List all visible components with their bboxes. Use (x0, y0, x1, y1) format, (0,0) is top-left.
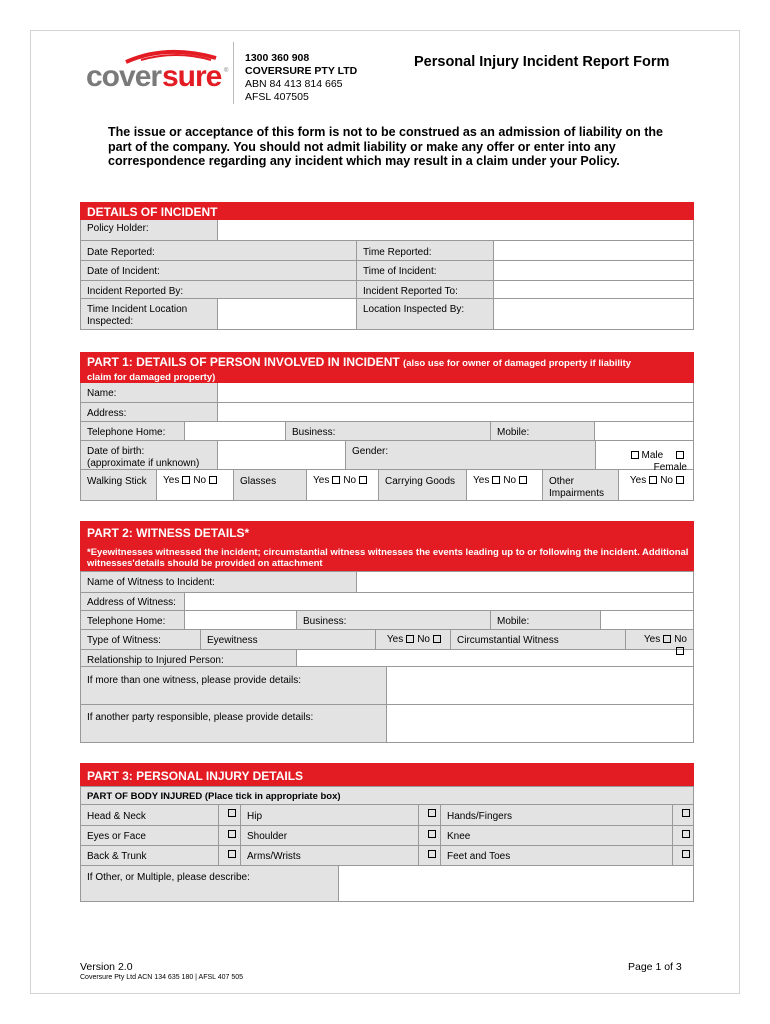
p1-mobile-label: Mobile: (491, 422, 595, 440)
body-row-1 (80, 805, 694, 826)
eyewitness-yes-checkbox[interactable] (406, 635, 414, 643)
p1-business-label: Business: (286, 422, 491, 440)
eyewitness-no-checkbox[interactable] (433, 635, 441, 643)
glasses-yes-checkbox[interactable] (332, 476, 340, 484)
incident-header: DETAILS OF INCIDENT (80, 202, 694, 220)
witness-type-row (80, 630, 694, 650)
knee-checkbox[interactable] (682, 830, 690, 838)
back-checkbox[interactable] (228, 850, 236, 858)
back-checkbox-cell (219, 846, 241, 865)
knee-label: Knee (441, 826, 673, 845)
arms-checkbox[interactable] (428, 850, 436, 858)
head-label: Head & Neck (81, 805, 219, 825)
company-name: COVERSURE PTY LTD (245, 65, 358, 77)
part1-header (80, 352, 694, 383)
inspected-row (80, 299, 694, 330)
p1-gender-options (596, 441, 693, 473)
afsl: AFSL 407505 (245, 91, 309, 103)
back-label: Back & Trunk (81, 846, 219, 865)
part3-sub: PART OF BODY INJURED (Place tick in appropriate box) (87, 791, 341, 802)
inspected-by-field[interactable] (494, 299, 693, 329)
witness-address-row (80, 593, 694, 611)
logo-text: coversure (86, 97, 91, 98)
part1-title: PART 1: DETAILS OF PERSON INVOLVED IN INCIDENT (87, 355, 400, 369)
inspected-by-label: Location Inspected By: (357, 299, 494, 329)
policy-holder-row (80, 220, 694, 241)
part2-header: PART 2: WITNESS DETAILS* (80, 521, 694, 543)
other-impairments-no-checkbox[interactable] (676, 476, 684, 484)
svg-text:cover: cover (86, 60, 162, 93)
yes-label: Yes (313, 475, 330, 486)
circumstantial-options (626, 630, 693, 649)
time-inspected-label: Time Incident Location Inspected: (81, 299, 218, 329)
no-label: No (660, 475, 673, 486)
more-witness-row (80, 667, 694, 705)
witness-phone-row (80, 611, 694, 630)
p1-phone-row (80, 422, 694, 441)
p1-address-row (80, 403, 694, 422)
coversure-logo (86, 48, 236, 98)
part1-note2: claim for damaged property) (87, 372, 216, 383)
eyes-checkbox[interactable] (228, 830, 236, 838)
p1-address-label: Address: (81, 403, 218, 421)
reported-by-label: Incident Reported By: (81, 281, 357, 298)
part2-note: *Eyewitnesses witnessed the incident; circumstantial witness witnesses the events leading up to or following the incident. Additional witnesses'details should be provided on attachment (80, 543, 694, 571)
witness-address-label: Address of Witness: (81, 593, 185, 610)
carrying-goods-options (467, 470, 543, 500)
glasses-no-checkbox[interactable] (359, 476, 367, 484)
footer-version: Version 2.0 (80, 961, 133, 973)
p1-name-row (80, 383, 694, 403)
shoulder-checkbox[interactable] (428, 830, 436, 838)
walking-stick-yes-checkbox[interactable] (182, 476, 190, 484)
disclaimer: The issue or acceptance of this form is not to be construed as an admission of liability on the part of the company. You should not admit liability or make any offer or enter into any correspondence regarding any incident which may result in a claim under your Policy. (108, 125, 663, 168)
abn: ABN 84 413 814 665 (245, 78, 343, 90)
date-reported-label: Date Reported: (81, 241, 357, 260)
yes-label: Yes (629, 475, 647, 486)
p1-dob-note: (approximate if unknown) (87, 458, 200, 469)
reported-to-label: Incident Reported To: (357, 281, 494, 298)
p1-gender-label: Gender: (346, 441, 596, 469)
knee-checkbox-cell (673, 826, 693, 845)
other-impairments-label: Other Impairments (543, 470, 619, 500)
date-incident-row (80, 261, 694, 281)
feet-label: Feet and Toes (441, 846, 673, 865)
witness-business-label: Business: (297, 611, 491, 629)
walking-stick-label: Walking Stick (81, 470, 157, 500)
yes-label: Yes (473, 475, 490, 486)
relationship-field[interactable] (297, 650, 693, 666)
relationship-row (80, 650, 694, 667)
p1-mobile-field[interactable] (595, 422, 693, 440)
circumstantial-label: Circumstantial Witness (451, 630, 626, 649)
hip-checkbox-cell (419, 805, 441, 825)
part1-note: (also use for owner of damaged property if liability (403, 358, 632, 369)
shoulder-checkbox-cell (419, 826, 441, 845)
more-witness-label: If more than one witness, please provide details: (81, 667, 387, 704)
part3-header: PART 3: PERSONAL INJURY DETAILS (80, 763, 694, 786)
witness-mobile-field[interactable] (601, 611, 693, 629)
p1-tel-home-label: Telephone Home: (81, 422, 185, 440)
p1-impairments-row (80, 470, 694, 501)
male-label: Male (641, 450, 664, 461)
arms-checkbox-cell (419, 846, 441, 865)
hands-label: Hands/Fingers (441, 805, 673, 825)
time-incident-field[interactable] (494, 261, 693, 280)
witness-mobile-label: Mobile: (491, 611, 601, 629)
eyewitness-options (376, 630, 451, 649)
female-label: Female (653, 462, 687, 473)
time-inspected-field[interactable] (218, 299, 357, 329)
p1-dob-field[interactable] (218, 441, 346, 469)
carrying-goods-yes-checkbox[interactable] (492, 476, 500, 484)
other-body-field[interactable] (339, 866, 693, 901)
eyes-checkbox-cell (219, 826, 241, 845)
other-impairments-yes-checkbox[interactable] (649, 476, 657, 484)
p1-name-label: Name: (81, 383, 218, 402)
witness-tel-home-field[interactable] (185, 611, 297, 629)
policy-holder-label: Policy Holder: (81, 220, 218, 240)
walking-stick-options (157, 470, 234, 500)
no-label: No (674, 634, 687, 645)
p1-tel-home-field[interactable] (185, 422, 286, 440)
policy-holder-field[interactable] (218, 220, 693, 240)
header-divider (233, 42, 234, 104)
circumstantial-yes-checkbox[interactable] (663, 635, 671, 643)
male-checkbox[interactable] (631, 451, 639, 459)
yes-label: Yes (643, 634, 661, 645)
female-checkbox[interactable] (676, 451, 684, 459)
p1-dob-text: Date of birth: (87, 446, 145, 457)
p1-address-field[interactable] (218, 403, 693, 421)
body-row-3 (80, 846, 694, 866)
another-party-row (80, 705, 694, 743)
relationship-label: Relationship to Injured Person: (81, 650, 297, 666)
feet-checkbox[interactable] (682, 850, 690, 858)
feet-checkbox-cell (673, 846, 693, 865)
company-info (245, 52, 357, 104)
phone: 1300 360 908 (245, 52, 310, 64)
time-reported-field[interactable] (494, 241, 693, 260)
hands-checkbox-cell (673, 805, 693, 825)
carrying-goods-no-checkbox[interactable] (519, 476, 527, 484)
another-party-label: If another party responsible, please provide details: (81, 705, 387, 742)
head-checkbox[interactable] (228, 809, 236, 817)
body-row-2 (80, 826, 694, 846)
glasses-label: Glasses (234, 470, 307, 500)
time-reported-label: Time Reported: (357, 241, 494, 260)
svg-text:sure: sure (162, 60, 222, 93)
another-party-field[interactable] (387, 705, 693, 742)
time-incident-label: Time of Incident: (357, 261, 494, 280)
hip-label: Hip (241, 805, 419, 825)
no-label: No (417, 634, 430, 645)
hands-checkbox[interactable] (682, 809, 690, 817)
date-reported-row (80, 241, 694, 261)
arms-label: Arms/Wrists (241, 846, 419, 865)
reported-by-row (80, 281, 694, 299)
witness-type-label: Type of Witness: (81, 630, 201, 649)
form-title: Personal Injury Incident Report Form (414, 54, 670, 70)
eyewitness-label: Eyewitness (201, 630, 376, 649)
no-label: No (503, 475, 517, 486)
glasses-options (307, 470, 379, 500)
date-incident-label: Date of Incident: (81, 261, 357, 280)
witness-name-row (80, 571, 694, 593)
part3-sub-row (80, 786, 694, 805)
head-checkbox-cell (219, 805, 241, 825)
witness-name-label: Name of Witness to Incident: (81, 572, 357, 592)
hip-checkbox[interactable] (428, 809, 436, 817)
walking-stick-no-checkbox[interactable] (209, 476, 217, 484)
yes-label: Yes (386, 634, 404, 645)
eyes-label: Eyes or Face (81, 826, 219, 845)
footer-company: Coversure Pty Ltd ACN 134 635 180 | AFSL 407 505 (80, 974, 244, 981)
reported-to-field[interactable] (494, 281, 693, 298)
shoulder-label: Shoulder (241, 826, 419, 845)
p1-dob-row (80, 441, 694, 473)
p1-name-field[interactable] (218, 383, 693, 402)
witness-name-field[interactable] (357, 572, 693, 592)
p1-dob-label (81, 441, 218, 469)
other-body-label: If Other, or Multiple, please describe: (81, 866, 339, 901)
witness-tel-home-label: Telephone Home: (81, 611, 185, 629)
other-body-row (80, 866, 694, 902)
svg-text:®: ® (224, 68, 229, 74)
no-label: No (193, 475, 207, 486)
other-impairments-options (619, 470, 693, 500)
carrying-goods-label: Carrying Goods (379, 470, 467, 500)
witness-address-field[interactable] (185, 593, 693, 610)
footer-page: Page 1 of 3 (628, 961, 682, 973)
yes-label: Yes (163, 475, 180, 486)
more-witness-field[interactable] (387, 667, 693, 704)
no-label: No (343, 475, 357, 486)
